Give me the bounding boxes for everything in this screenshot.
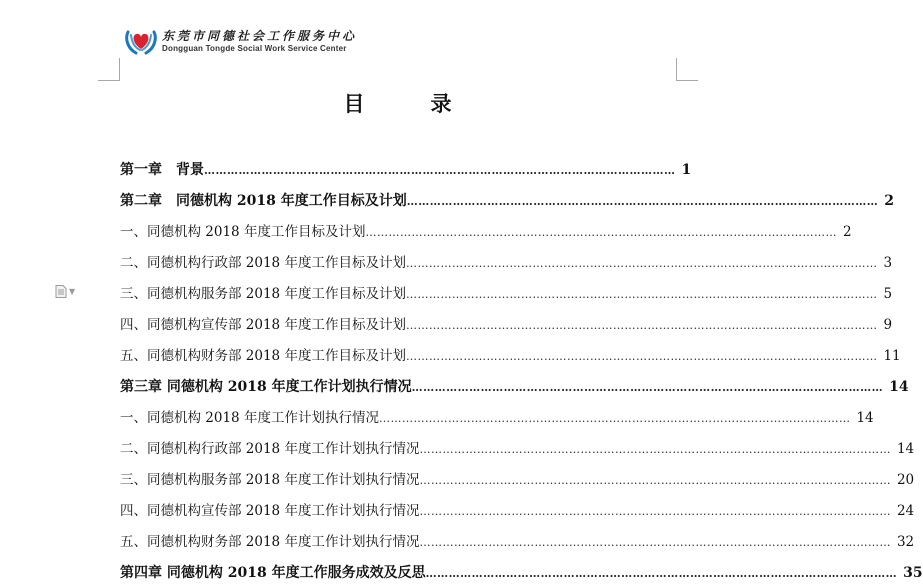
toc-dot-leader: ……………………………………………………………………………………………………………	[365, 226, 837, 239]
toc-entry-label: 第二章 同德机构 2018 年度工作目标及计划	[120, 193, 407, 209]
toc-entry-label: 一、同德机构 2018 年度工作计划执行情况	[120, 410, 379, 426]
toc-entry[interactable]	[120, 345, 901, 367]
toc-entry[interactable]	[120, 531, 915, 553]
document-icon	[55, 285, 67, 298]
toc-entry[interactable]	[120, 252, 893, 274]
toc-entry-page: 20	[896, 472, 915, 488]
toc-entry-label: 二、同德机构行政部 2018 年度工作目标及计划	[120, 255, 406, 271]
toc-entry-label: 第三章 同德机构 2018 年度工作计划执行情况	[120, 379, 412, 395]
toc-entry[interactable]	[120, 159, 692, 181]
toc-entry-page: 32	[896, 534, 915, 550]
org-name-chinese: 东莞市同德社会工作服务中心	[162, 28, 358, 43]
toc-dot-leader: ……………………………………………………………………………………………………………	[405, 319, 878, 332]
toc-entry-label: 第一章 背景	[120, 162, 204, 178]
toc-dot-leader: ……………………………………………………………………………………………………………	[425, 567, 898, 580]
toc-entry-page: 2	[884, 193, 894, 209]
toc-entry-page: 24	[896, 503, 915, 519]
toc-entry[interactable]	[120, 314, 893, 336]
toc-dot-leader: ……………………………………………………………………………………………………………	[405, 350, 878, 363]
toc-entry-label: 一、同德机构 2018 年度工作目标及计划	[120, 224, 366, 240]
toc-dot-leader: ……………………………………………………………………………………………………………	[411, 381, 884, 394]
toc-entry[interactable]	[120, 500, 915, 522]
toc-dot-leader: ……………………………………………………………………………………………………………	[405, 288, 878, 301]
paragraph-options-icon[interactable]	[55, 285, 75, 298]
page-title	[0, 88, 795, 118]
toc-entry-page: 1	[681, 162, 692, 178]
toc-entry-page: 14	[856, 410, 874, 426]
margin-mark-top-right	[676, 58, 698, 81]
page-title-char-2: 录	[430, 91, 452, 116]
margin-mark-top-left	[98, 58, 120, 81]
toc-entry[interactable]	[120, 221, 852, 243]
toc-dot-leader: ……………………………………………………………………………………………………………	[204, 164, 676, 177]
toc-entry-label: 五、同德机构财务部 2018 年度工作目标及计划	[120, 348, 406, 364]
toc-entry-page: 5	[883, 286, 893, 302]
toc-entry[interactable]	[120, 190, 894, 212]
org-name-english: Dongguan Tongde Social Work Service Center	[162, 43, 347, 53]
toc-entry-label: 二、同德机构行政部 2018 年度工作计划执行情况	[120, 441, 420, 457]
toc-entry[interactable]	[120, 469, 915, 491]
toc-dot-leader: ……………………………………………………………………………………………………………	[405, 257, 878, 270]
header-logo	[124, 26, 357, 56]
toc-entry-label: 三、同德机构服务部 2018 年度工作目标及计划	[120, 286, 406, 302]
toc-entry[interactable]	[120, 376, 909, 398]
toc-entry-page: 35	[903, 565, 923, 581]
toc-dot-leader: ……………………………………………………………………………………………………………	[419, 443, 891, 456]
toc-dot-leader: ……………………………………………………………………………………………………………	[419, 505, 891, 518]
toc-entry[interactable]	[120, 407, 874, 429]
toc-entry-label: 第四章 同德机构 2018 年度工作服务成效及反思	[120, 565, 426, 581]
toc-entry-label: 四、同德机构宣传部 2018 年度工作目标及计划	[120, 317, 406, 333]
toc-entry-page: 3	[883, 255, 893, 271]
toc-dot-leader: ……………………………………………………………………………………………………………	[419, 536, 891, 549]
toc-dot-leader: ……………………………………………………………………………………………………………	[406, 195, 879, 208]
toc-entry-label: 五、同德机构财务部 2018 年度工作计划执行情况	[120, 534, 420, 550]
page-title-char-1: 目	[343, 91, 365, 116]
toc-dot-leader: ……………………………………………………………………………………………………………	[378, 412, 851, 425]
toc-entry-page: 14	[889, 379, 909, 395]
toc-entry[interactable]	[120, 438, 915, 460]
toc-entry-page: 14	[896, 441, 915, 457]
logo-heart-hands-icon	[124, 26, 158, 56]
toc-entry[interactable]	[120, 283, 893, 305]
toc-entry-page: 2	[842, 224, 852, 240]
chevron-down-icon: ▼	[69, 287, 76, 296]
toc-entry[interactable]	[120, 562, 923, 584]
toc-entry-page: 9	[883, 317, 893, 333]
toc-dot-leader: ……………………………………………………………………………………………………………	[419, 474, 891, 487]
toc-entry-label: 三、同德机构服务部 2018 年度工作计划执行情况	[120, 472, 420, 488]
toc-entry-label: 四、同德机构宣传部 2018 年度工作计划执行情况	[120, 503, 420, 519]
toc-entry-page: 11	[883, 348, 901, 364]
